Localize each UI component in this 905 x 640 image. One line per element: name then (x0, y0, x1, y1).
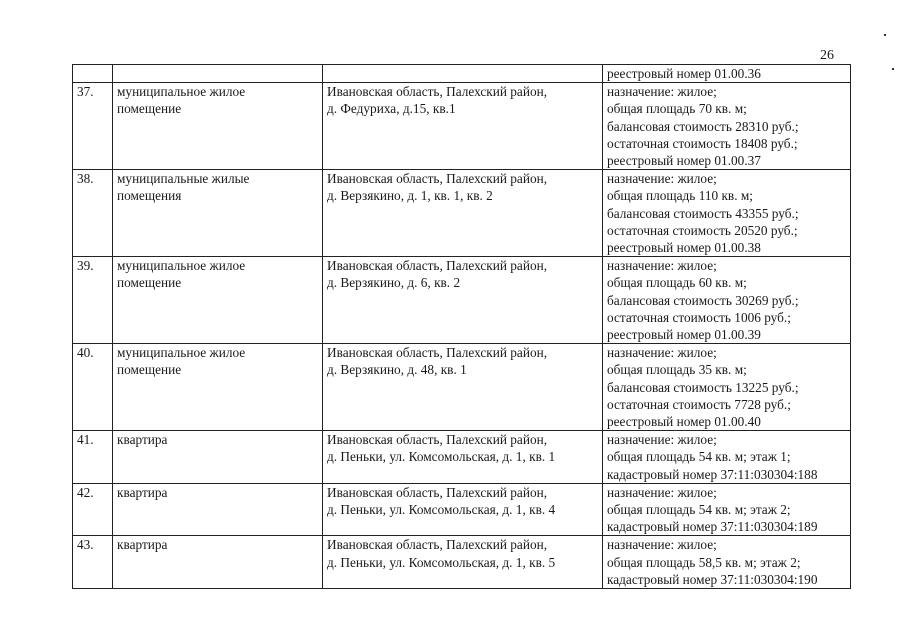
table-row (73, 170, 851, 257)
details-line: остаточная стоимость 20520 руб.; (607, 222, 798, 238)
details-line: реестровый номер 01.00.40 (607, 414, 761, 430)
address-line: Ивановская область, Палехский район, (327, 345, 548, 361)
address-line: д. Федуриха, д.15, кв.1 (327, 101, 456, 117)
details-line: балансовая стоимость 13225 руб.; (607, 379, 799, 395)
details-line: балансовая стоимость 30269 руб.; (607, 292, 799, 308)
details-line: общая площадь 54 кв. м; этаж 2; (607, 502, 791, 518)
address-cell (323, 344, 603, 431)
address-line: Ивановская область, Палехский район, (327, 484, 548, 500)
details-cell (603, 257, 851, 344)
details-line: общая площадь 60 кв. м; (607, 275, 747, 291)
registry-table-body (73, 65, 851, 589)
details-line: реестровый номер 01.00.38 (607, 240, 761, 256)
details-line: общая площадь 35 кв. м; (607, 362, 747, 378)
details-line: общая площадь 70 кв. м; (607, 101, 747, 117)
details-line: кадастровый номер 37:11:030304:190 (607, 571, 818, 587)
details-line: остаточная стоимость 18408 руб.; (607, 135, 798, 151)
address-line: Ивановская область, Палехский район, (327, 258, 548, 274)
details-line: реестровый номер 01.00.36 (607, 66, 761, 81)
object-name-cell (113, 257, 323, 344)
object-name-cell (113, 170, 323, 257)
property-registry-table (72, 64, 851, 589)
object-name-line: муниципальное жилое (117, 258, 246, 274)
address-cell (323, 431, 603, 484)
address-line: Ивановская область, Палехский район, (327, 84, 548, 100)
address-line: д. Пеньки, ул. Комсомольская, д. 1, кв. 4 (327, 502, 556, 518)
details-line: реестровый номер 01.00.37 (607, 153, 761, 169)
row-number-cell (73, 483, 113, 536)
object-name-line: помещение (117, 275, 182, 291)
details-line: общая площадь 54 кв. м; этаж 1; (607, 449, 791, 465)
object-name-line: квартира (117, 484, 168, 500)
row-number: 39. (77, 258, 94, 274)
object-name-line: квартира (117, 537, 168, 553)
address-cell (323, 83, 603, 170)
details-cell (603, 83, 851, 170)
page-number: 26 (820, 48, 834, 63)
row-number: 42. (77, 484, 94, 500)
object-name-line: помещение (117, 101, 182, 117)
address-cell (323, 483, 603, 536)
details-line: остаточная стоимость 7728 руб.; (607, 396, 791, 412)
continuation-details-cell (603, 65, 851, 83)
details-line: остаточная стоимость 1006 руб.; (607, 309, 791, 325)
row-number: 41. (77, 432, 94, 448)
continuation-num-cell (73, 65, 113, 83)
details-cell (603, 431, 851, 484)
address-line: Ивановская область, Палехский район, (327, 537, 548, 553)
details-line: общая площадь 110 кв. м; (607, 188, 753, 204)
object-name-line: помещения (117, 188, 182, 204)
address-line: д. Верзякино, д. 48, кв. 1 (327, 362, 467, 378)
object-name-cell (113, 483, 323, 536)
details-cell (603, 170, 851, 257)
object-name-cell (113, 431, 323, 484)
row-number: 38. (77, 171, 94, 187)
object-name-line: муниципальное жилое (117, 345, 246, 361)
table-row (73, 83, 851, 170)
row-number-cell (73, 83, 113, 170)
row-number-cell (73, 536, 113, 589)
address-line: д. Пеньки, ул. Комсомольская, д. 1, кв. 5 (327, 554, 556, 570)
details-cell (603, 483, 851, 536)
object-name-line: квартира (117, 432, 168, 448)
address-cell (323, 257, 603, 344)
object-name-line: муниципальное жилое (117, 84, 246, 100)
details-line: балансовая стоимость 28310 руб.; (607, 118, 799, 134)
table-row (73, 344, 851, 431)
table-row (73, 536, 851, 589)
row-number-cell (73, 431, 113, 484)
details-line: балансовая стоимость 43355 руб.; (607, 205, 799, 221)
table-row (73, 483, 851, 536)
continuation-name-cell (113, 65, 323, 83)
address-cell (323, 536, 603, 589)
details-line: назначение: жилое; (607, 484, 717, 500)
address-line: Ивановская область, Палехский район, (327, 171, 548, 187)
address-line: д. Пеньки, ул. Комсомольская, д. 1, кв. 1 (327, 449, 556, 465)
row-number-cell (73, 344, 113, 431)
address-line: д. Верзякино, д. 1, кв. 1, кв. 2 (327, 188, 493, 204)
details-line: назначение: жилое; (607, 171, 717, 187)
details-line: реестровый номер 01.00.39 (607, 327, 761, 343)
details-cell (603, 344, 851, 431)
continuation-address-cell (323, 65, 603, 83)
row-number: 43. (77, 537, 94, 553)
continuation-row (73, 65, 851, 83)
details-line: назначение: жилое; (607, 345, 717, 361)
details-line: общая площадь 58,5 кв. м; этаж 2; (607, 554, 801, 570)
details-line: назначение: жилое; (607, 258, 717, 274)
row-number: 40. (77, 345, 94, 361)
object-name-line: помещение (117, 362, 182, 378)
address-line: д. Верзякино, д. 6, кв. 2 (327, 275, 461, 291)
details-cell (603, 536, 851, 589)
scan-speck (884, 34, 886, 36)
details-line: назначение: жилое; (607, 432, 717, 448)
row-number-cell (73, 257, 113, 344)
address-cell (323, 170, 603, 257)
object-name-cell (113, 536, 323, 589)
details-line: назначение: жилое; (607, 84, 717, 100)
object-name-cell (113, 83, 323, 170)
row-number-cell (73, 170, 113, 257)
object-name-line: муниципальные жилые (117, 171, 250, 187)
scan-speck (892, 68, 894, 70)
table-row (73, 257, 851, 344)
details-line: кадастровый номер 37:11:030304:189 (607, 519, 818, 535)
details-line: кадастровый номер 37:11:030304:188 (607, 466, 818, 482)
address-line: Ивановская область, Палехский район, (327, 432, 548, 448)
details-line: назначение: жилое; (607, 537, 717, 553)
table-row (73, 431, 851, 484)
object-name-cell (113, 344, 323, 431)
row-number: 37. (77, 84, 94, 100)
